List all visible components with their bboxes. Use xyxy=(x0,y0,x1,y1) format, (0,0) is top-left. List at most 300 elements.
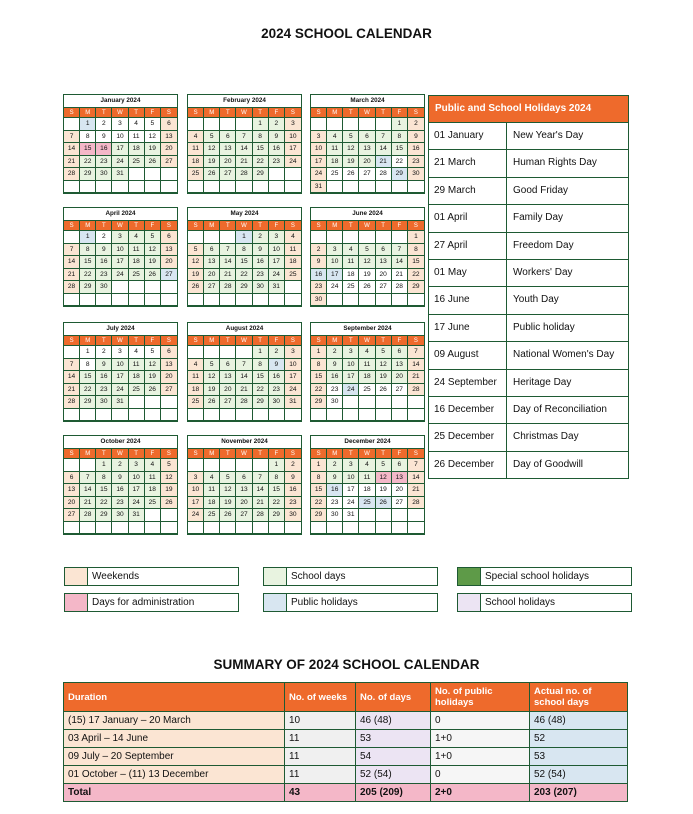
day-cell: 18 xyxy=(188,384,204,397)
day-cell: 30 xyxy=(96,168,112,181)
day-cell: 22 xyxy=(253,384,269,397)
month-calendar xyxy=(187,322,302,422)
day-cell: 2 xyxy=(96,231,112,244)
day-cell: 5 xyxy=(145,231,161,244)
col-header: No. of public holidays xyxy=(431,683,530,712)
day-cell: 16 xyxy=(327,484,343,497)
legend-label: Weekends xyxy=(92,571,140,582)
empty-cell xyxy=(188,231,204,244)
col-header: Actual no. of school days xyxy=(530,683,628,712)
day-cell: 12 xyxy=(204,143,220,156)
day-cell: 7 xyxy=(64,131,80,144)
empty-cell xyxy=(359,181,375,194)
weekday-header: T xyxy=(96,336,112,346)
day-cell: 15 xyxy=(253,371,269,384)
day-cell: 24 xyxy=(112,269,128,282)
day-cell: 16 xyxy=(327,371,343,384)
day-cell: 10 xyxy=(269,244,285,257)
day-cell: 5 xyxy=(145,346,161,359)
day-cell: 1 xyxy=(311,346,327,359)
weekday-header: F xyxy=(145,336,161,346)
day-cell: 19 xyxy=(145,143,161,156)
holiday-name: Youth Day xyxy=(513,294,559,306)
day-cell: 28 xyxy=(392,281,408,294)
day-cell: 16 xyxy=(112,484,128,497)
day-cell: 16 xyxy=(96,256,112,269)
day-cell: 9 xyxy=(253,244,269,257)
month-calendar xyxy=(63,94,178,194)
empty-cell xyxy=(376,409,392,422)
empty-cell xyxy=(343,294,359,307)
weekday-header: T xyxy=(253,336,269,346)
empty-cell xyxy=(145,181,161,194)
day-cell: 9 xyxy=(269,359,285,372)
day-cell: 28 xyxy=(64,168,80,181)
day-cell: 4 xyxy=(129,118,145,131)
weekday-header: T xyxy=(253,221,269,231)
legend-public xyxy=(263,593,438,612)
day-cell: 11 xyxy=(129,244,145,257)
empty-cell xyxy=(359,509,375,522)
holiday-date: 16 June xyxy=(429,287,507,313)
day-cell: 8 xyxy=(311,359,327,372)
day-cell: 28 xyxy=(220,281,236,294)
weekday-header: M xyxy=(327,336,343,346)
month-name: December 2024 xyxy=(311,436,424,449)
empty-cell xyxy=(236,294,252,307)
empty-cell xyxy=(392,396,408,409)
holiday-name: Family Day xyxy=(513,212,564,224)
day-cell: 2 xyxy=(96,118,112,131)
empty-cell xyxy=(204,118,220,131)
empty-cell xyxy=(408,522,424,535)
holiday-date: 09 August xyxy=(429,342,507,368)
weekday-header: T xyxy=(343,336,359,346)
day-cell: 9 xyxy=(269,131,285,144)
empty-cell xyxy=(204,231,220,244)
day-cell: 6 xyxy=(236,472,252,485)
weekday-header: T xyxy=(376,449,392,459)
empty-cell xyxy=(188,346,204,359)
day-cell: 5 xyxy=(376,346,392,359)
day-cell: 3 xyxy=(112,118,128,131)
weekday-header: S xyxy=(64,221,80,231)
empty-cell xyxy=(343,181,359,194)
day-cell: 23 xyxy=(112,497,128,510)
empty-cell xyxy=(188,459,204,472)
day-cell: 28 xyxy=(64,396,80,409)
empty-cell xyxy=(392,231,408,244)
day-cell: 17 xyxy=(188,497,204,510)
day-cell: 17 xyxy=(343,371,359,384)
holidays-table xyxy=(428,95,629,479)
holiday-date: 27 April xyxy=(429,233,507,259)
weekday-header: M xyxy=(80,336,96,346)
day-cell: 19 xyxy=(204,156,220,169)
day-cell: 20 xyxy=(220,384,236,397)
holiday-row xyxy=(429,259,628,286)
admin-swatch xyxy=(65,594,88,611)
month-calendar xyxy=(187,94,302,194)
month-name: April 2024 xyxy=(64,208,177,221)
day-cell: 28 xyxy=(253,509,269,522)
day-cell: 26 xyxy=(376,384,392,397)
day-cell: 20 xyxy=(204,269,220,282)
weekday-header: T xyxy=(129,449,145,459)
day-cell: 19 xyxy=(145,371,161,384)
month-calendar xyxy=(63,207,178,307)
day-cell: 3 xyxy=(311,131,327,144)
day-cell: 1 xyxy=(311,459,327,472)
day-cell: 17 xyxy=(311,156,327,169)
legend-label: Special school holidays xyxy=(485,571,589,582)
day-cell: 7 xyxy=(408,346,424,359)
day-cell: 2 xyxy=(96,346,112,359)
month-calendar xyxy=(310,322,425,422)
weekday-header: S xyxy=(311,336,327,346)
holiday-row xyxy=(429,451,628,478)
day-cell: 20 xyxy=(236,497,252,510)
day-cell: 10 xyxy=(327,256,343,269)
month-name: May 2024 xyxy=(188,208,301,221)
weekday-header: M xyxy=(204,336,220,346)
day-cell: 23 xyxy=(253,269,269,282)
empty-cell xyxy=(129,396,145,409)
day-cell: 30 xyxy=(253,281,269,294)
holiday-row xyxy=(429,177,628,204)
day-cell: 6 xyxy=(392,459,408,472)
day-cell: 9 xyxy=(327,472,343,485)
day-cell: 11 xyxy=(188,143,204,156)
month-name: March 2024 xyxy=(311,95,424,108)
day-cell: 22 xyxy=(392,156,408,169)
page-title: 2024 SCHOOL CALENDAR xyxy=(261,26,432,41)
day-cell: 11 xyxy=(327,143,343,156)
summary-table xyxy=(63,682,628,802)
day-cell: 22 xyxy=(408,269,424,282)
day-cell: 6 xyxy=(376,244,392,257)
day-cell: 7 xyxy=(376,131,392,144)
day-cell: 12 xyxy=(204,371,220,384)
weekday-header: W xyxy=(112,108,128,118)
day-cell: 23 xyxy=(269,384,285,397)
weekday-header: T xyxy=(96,449,112,459)
day-cell: 3 xyxy=(327,244,343,257)
day-cell: 15 xyxy=(269,484,285,497)
weekday-header: S xyxy=(285,336,301,346)
day-cell: 13 xyxy=(376,256,392,269)
day-cell: 10 xyxy=(343,472,359,485)
empty-cell xyxy=(204,181,220,194)
day-cell: 19 xyxy=(376,484,392,497)
day-cell: 1 xyxy=(253,346,269,359)
month-calendar xyxy=(310,94,425,194)
day-cell: 1 xyxy=(236,231,252,244)
day-cell: 26 xyxy=(188,281,204,294)
day-cell: 31 xyxy=(269,281,285,294)
weekday-header: W xyxy=(112,221,128,231)
day-cell: 26 xyxy=(145,156,161,169)
day-cell: 22 xyxy=(311,497,327,510)
day-cell: 20 xyxy=(161,371,177,384)
weekday-header: M xyxy=(80,221,96,231)
day-cell: 7 xyxy=(253,472,269,485)
holiday-date: 21 March xyxy=(429,150,507,176)
empty-cell xyxy=(285,522,301,535)
empty-cell xyxy=(188,522,204,535)
holiday-date: 25 December xyxy=(429,424,507,450)
day-cell: 1 xyxy=(408,231,424,244)
day-cell: 24 xyxy=(269,269,285,282)
holiday-date: 01 May xyxy=(429,260,507,286)
empty-cell xyxy=(96,181,112,194)
day-cell: 24 xyxy=(343,497,359,510)
day-cell: 12 xyxy=(161,472,177,485)
table-row xyxy=(64,748,628,766)
day-cell: 25 xyxy=(129,269,145,282)
empty-cell xyxy=(145,396,161,409)
day-cell: 11 xyxy=(343,256,359,269)
weekday-header: F xyxy=(392,108,408,118)
day-cell: 20 xyxy=(376,269,392,282)
day-cell: 14 xyxy=(64,143,80,156)
day-cell: 24 xyxy=(112,384,128,397)
special-swatch xyxy=(458,568,481,585)
day-cell: 21 xyxy=(253,497,269,510)
day-cell: 25 xyxy=(129,156,145,169)
day-cell: 29 xyxy=(253,396,269,409)
day-cell: 19 xyxy=(343,156,359,169)
empty-cell xyxy=(392,509,408,522)
day-cell: 25 xyxy=(343,281,359,294)
day-cell: 2 xyxy=(269,346,285,359)
empty-cell xyxy=(145,509,161,522)
day-cell: 7 xyxy=(236,359,252,372)
table-cell: 46 (48) xyxy=(530,712,628,730)
empty-cell xyxy=(188,118,204,131)
empty-cell xyxy=(145,294,161,307)
day-cell: 28 xyxy=(408,497,424,510)
empty-cell xyxy=(204,459,220,472)
day-cell: 2 xyxy=(269,118,285,131)
day-cell: 18 xyxy=(327,156,343,169)
day-cell: 29 xyxy=(253,168,269,181)
day-cell: 14 xyxy=(64,256,80,269)
weekday-header: S xyxy=(311,108,327,118)
legend-label: Public holidays xyxy=(291,597,358,608)
day-cell: 2 xyxy=(327,459,343,472)
legend-label: Days for administration xyxy=(92,597,195,608)
day-cell: 20 xyxy=(392,371,408,384)
empty-cell xyxy=(359,396,375,409)
weekday-header: F xyxy=(145,449,161,459)
weekday-header: S xyxy=(161,336,177,346)
weekday-header: F xyxy=(392,449,408,459)
day-cell: 30 xyxy=(96,396,112,409)
day-cell: 17 xyxy=(285,371,301,384)
day-cell: 10 xyxy=(188,484,204,497)
day-cell: 20 xyxy=(64,497,80,510)
day-cell: 27 xyxy=(392,384,408,397)
day-cell: 29 xyxy=(269,509,285,522)
col-header: No. of days xyxy=(356,683,431,712)
day-cell: 24 xyxy=(343,384,359,397)
day-cell: 4 xyxy=(129,231,145,244)
weekday-header: T xyxy=(376,108,392,118)
empty-cell xyxy=(311,409,327,422)
empty-cell xyxy=(64,522,80,535)
empty-cell xyxy=(236,409,252,422)
month-name: September 2024 xyxy=(311,323,424,336)
empty-cell xyxy=(161,168,177,181)
empty-cell xyxy=(327,294,343,307)
weekday-header: S xyxy=(311,449,327,459)
day-cell: 12 xyxy=(188,256,204,269)
day-cell: 15 xyxy=(311,371,327,384)
empty-cell xyxy=(129,281,145,294)
day-cell: 23 xyxy=(285,497,301,510)
empty-cell xyxy=(96,522,112,535)
weekday-header: T xyxy=(220,449,236,459)
holiday-date: 01 January xyxy=(429,123,507,149)
day-cell: 29 xyxy=(408,281,424,294)
weekday-header: S xyxy=(161,221,177,231)
empty-cell xyxy=(327,409,343,422)
holiday-row xyxy=(429,341,628,368)
empty-cell xyxy=(376,509,392,522)
day-cell: 18 xyxy=(129,143,145,156)
day-cell: 8 xyxy=(269,472,285,485)
holiday-row xyxy=(429,204,628,231)
table-cell: 1+0 xyxy=(431,748,530,766)
day-cell: 16 xyxy=(253,256,269,269)
day-cell: 13 xyxy=(204,256,220,269)
day-cell: 10 xyxy=(112,131,128,144)
empty-cell xyxy=(129,168,145,181)
total-row xyxy=(64,784,628,802)
day-cell: 21 xyxy=(376,156,392,169)
col-header: No. of weeks xyxy=(285,683,356,712)
weekday-header: T xyxy=(253,108,269,118)
day-cell: 3 xyxy=(269,231,285,244)
weekday-header: T xyxy=(220,221,236,231)
day-cell: 13 xyxy=(359,143,375,156)
day-cell: 27 xyxy=(161,384,177,397)
table-cell: 54 xyxy=(356,748,431,766)
table-cell: 10 xyxy=(285,712,356,730)
day-cell: 25 xyxy=(327,168,343,181)
day-cell: 23 xyxy=(327,497,343,510)
holiday-date: 24 September xyxy=(429,370,507,396)
day-cell: 15 xyxy=(96,484,112,497)
day-cell: 27 xyxy=(204,281,220,294)
table-cell: (15) 17 January – 20 March xyxy=(64,712,285,730)
day-cell: 30 xyxy=(327,509,343,522)
empty-cell xyxy=(327,118,343,131)
legend-school-holidays xyxy=(457,593,632,612)
empty-cell xyxy=(96,409,112,422)
empty-cell xyxy=(129,294,145,307)
day-cell: 21 xyxy=(220,269,236,282)
day-cell: 25 xyxy=(145,497,161,510)
day-cell: 2 xyxy=(253,231,269,244)
day-cell: 22 xyxy=(80,156,96,169)
day-cell: 18 xyxy=(343,269,359,282)
day-cell: 3 xyxy=(112,231,128,244)
day-cell: 4 xyxy=(359,459,375,472)
day-cell: 6 xyxy=(161,231,177,244)
day-cell: 2 xyxy=(285,459,301,472)
empty-cell xyxy=(311,231,327,244)
empty-cell xyxy=(204,522,220,535)
day-cell: 28 xyxy=(80,509,96,522)
weekday-header: T xyxy=(376,221,392,231)
day-cell: 12 xyxy=(145,131,161,144)
day-cell: 13 xyxy=(220,371,236,384)
table-cell: 0 xyxy=(431,766,530,784)
day-cell: 8 xyxy=(80,131,96,144)
day-cell: 26 xyxy=(359,281,375,294)
table-row xyxy=(64,730,628,748)
day-cell: 17 xyxy=(269,256,285,269)
empty-cell xyxy=(112,281,128,294)
holiday-name: Day of Reconciliation xyxy=(513,403,607,415)
holidays-heading: Public and School Holidays 2024 xyxy=(429,96,628,122)
holiday-row xyxy=(429,232,628,259)
empty-cell xyxy=(343,522,359,535)
holiday-date: 26 December xyxy=(429,452,507,478)
day-cell: 21 xyxy=(408,371,424,384)
empty-cell xyxy=(64,459,80,472)
table-cell: 52 (54) xyxy=(530,766,628,784)
day-cell: 18 xyxy=(285,256,301,269)
day-cell: 30 xyxy=(408,168,424,181)
day-cell: 21 xyxy=(64,156,80,169)
day-cell: 26 xyxy=(376,497,392,510)
day-cell: 30 xyxy=(96,281,112,294)
day-cell: 14 xyxy=(253,484,269,497)
day-cell: 15 xyxy=(80,143,96,156)
table-cell: 52 (54) xyxy=(356,766,431,784)
day-cell: 1 xyxy=(80,231,96,244)
day-cell: 13 xyxy=(392,472,408,485)
day-cell: 20 xyxy=(161,256,177,269)
empty-cell xyxy=(359,409,375,422)
day-cell: 10 xyxy=(112,244,128,257)
weekday-header: W xyxy=(112,336,128,346)
day-cell: 31 xyxy=(343,509,359,522)
empty-cell xyxy=(408,509,424,522)
day-cell: 7 xyxy=(236,131,252,144)
empty-cell xyxy=(220,294,236,307)
day-cell: 5 xyxy=(343,131,359,144)
empty-cell xyxy=(285,294,301,307)
day-cell: 5 xyxy=(359,244,375,257)
empty-cell xyxy=(327,231,343,244)
empty-cell xyxy=(64,118,80,131)
day-cell: 3 xyxy=(343,459,359,472)
day-cell: 16 xyxy=(96,371,112,384)
day-cell: 19 xyxy=(376,371,392,384)
day-cell: 31 xyxy=(129,509,145,522)
day-cell: 18 xyxy=(145,484,161,497)
day-cell: 2 xyxy=(327,346,343,359)
weekday-header: M xyxy=(327,449,343,459)
weekday-header: T xyxy=(343,221,359,231)
day-cell: 10 xyxy=(343,359,359,372)
empty-cell xyxy=(269,294,285,307)
empty-cell xyxy=(96,294,112,307)
